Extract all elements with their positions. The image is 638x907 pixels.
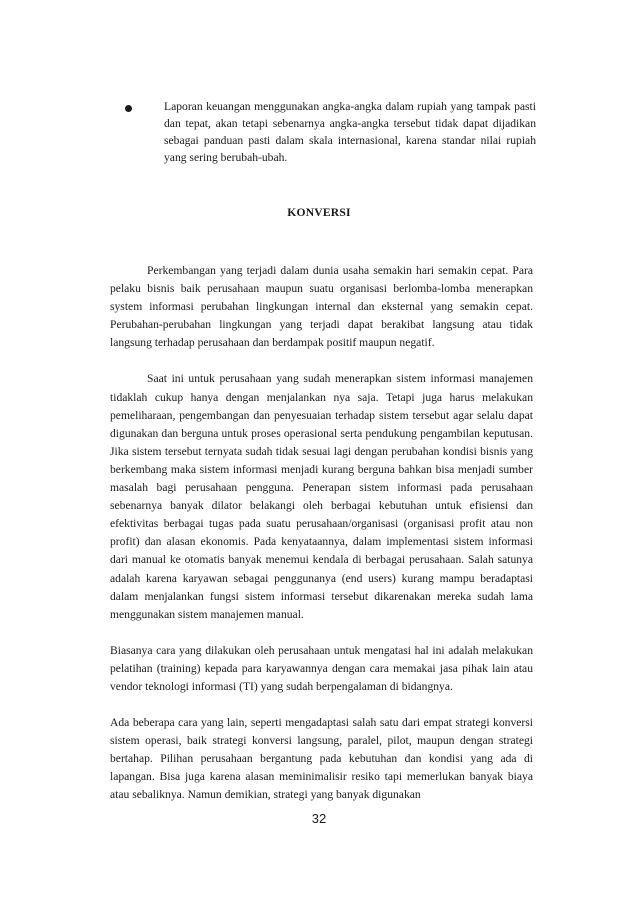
paragraph-1: Perkembangan yang terjadi dalam dunia usaha semakin hari semakin cepat. Para pelaku bisnis baik perusahaan maupun suatu organisasi berlomba-lomba menerapkan system informasi perubahan lingkungan internal dan eksternal yang semakin cepat. Perubahan-perubahan lingkungan yang terjadi dapat berakibat langsung atau tidak langsung terhadap perusahaan dan berdampak positif maupun negatif. (110, 264, 533, 350)
bullet-text: Laporan keuangan menggunakan angka-angka dalam rupiah yang tampak pasti dan tepat, akan tetapi sebenarnya angka-angka tersebut tidak dapat dijadikan sebagai panduan pasti dalam skala internasional, karena standar nilai rupiah yang sering berubah-ubah. (164, 100, 536, 164)
paragraph-4: Ada beberapa cara yang lain, seperti mengadaptasi salah satu dari empat strategi konversi sistem operasi, baik strategi konversi langsung, paralel, pilot, maupun dengan strategi bertahap. Pilihan perusahaan bergantung pada kebutuhan dan kondisi yang ada di lapangan. Bisa juga karena alasan meminimalisir resiko tapi memerlukan banyak biaya atau sebaliknya. Namun demikian, strategi yang banyak digunakan (110, 716, 533, 802)
page-number: 32 (311, 811, 327, 826)
bullet-dot-icon (125, 105, 132, 112)
section-heading: KONVERSI (287, 206, 351, 219)
bullet-item (125, 98, 537, 166)
paragraph-3: Biasanya cara yang dilakukan oleh perusahaan untuk mengatasi hal ini adalah melakukan pelatihan (training) kepada para karyawannya dengan cara memakai jasa pihak lain atau vendor teknologi informasi (TI) yang sudah berpengalaman di bidangnya. (110, 643, 533, 693)
body-text (110, 262, 533, 823)
paragraph-2: Saat ini untuk perusahaan yang sudah menerapkan sistem informasi manajemen tidaklah cukup hanya dengan menjalankan nya saja. Tetapi juga harus melakukan pemeliharaan, pengembangan dan penyesuaian terhadap sistem tersebut agar selalu dapat digunakan dan berguna untuk proses operasional serta pendukung pengambilan keputusan. Jika sistem tersebut ternyata sudah tidak sesuai lagi dengan perubahan kondisi bisnis yang berkembang maka sistem informasi menjadi kurang berguna bahkan bisa menjadi sumber masalah bagi perusahaan pengguna. Penerapan sistem informasi pada perusahaan sebenarnya banyak dilator belakangi oleh berbagai kebutuhan untuk efisiensi dan efektivitas berbagai tugas pada suatu perusahaan/organisasi (organisasi profit atau non profit) dan alasan ekonomis. Pada kenyataannya, dalam implementasi sistem informasi dari manual ke otomatis banyak menemui kendala di berbagai perusahaan. Salah satunya adalah karena karyawan sebagai penggunanya (end users) kurang mampu beradaptasi dalam menjalankan fungsi sistem informasi tersebut dikarenakan mereka sudah lama menggunakan sistem manajemen manual. (110, 372, 533, 621)
